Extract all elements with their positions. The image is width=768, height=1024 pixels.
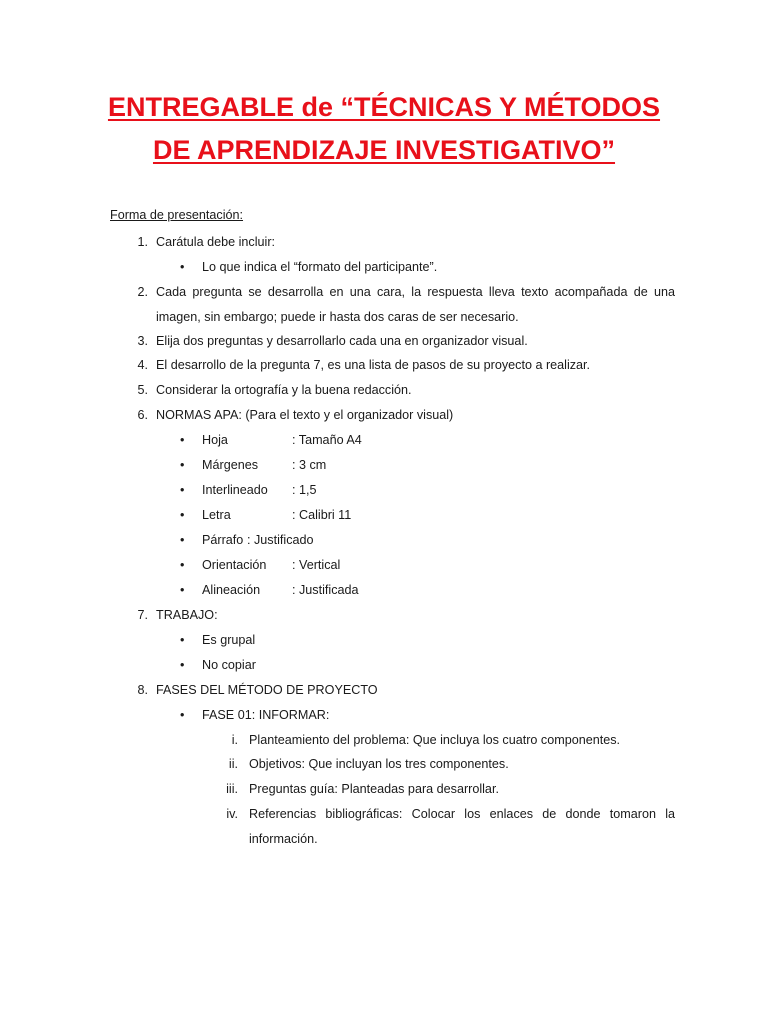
list-item-text: Considerar la ortografía y la buena redacción.	[156, 383, 412, 397]
roman-numeral: i.	[231, 733, 238, 747]
format-value: : Justificada	[292, 583, 359, 597]
format-label: Orientación	[202, 558, 267, 572]
list-item-text: No copiar	[202, 658, 256, 672]
title-line-2: DE APRENDIZAJE INVESTIGATIVO”	[152, 135, 616, 165]
bullet-icon: •	[180, 508, 185, 522]
bullet-icon: •	[180, 658, 185, 672]
list-item-text: Carátula debe incluir:	[156, 235, 276, 249]
format-value: : 1,5	[292, 483, 317, 497]
format-value: : 3 cm	[292, 458, 327, 472]
format-value: : Vertical	[292, 558, 341, 572]
roman-numeral: iv.	[226, 807, 238, 821]
list-item-text: FASES DEL MÉTODO DE PROYECTO	[156, 683, 378, 697]
format-value: : Tamaño A4	[292, 433, 362, 447]
list-item-text: FASE 01: INFORMAR:	[202, 708, 330, 722]
list-number: 5.	[137, 383, 148, 397]
title-line-1: ENTREGABLE de “TÉCNICAS Y MÉTODOS	[107, 92, 661, 122]
list-item-text: TRABAJO:	[156, 608, 218, 622]
list-number: 7.	[137, 608, 148, 622]
format-label: Párrafo	[202, 533, 244, 547]
format-label: Letra	[202, 508, 231, 522]
bullet-icon: •	[180, 633, 185, 647]
format-label: Márgenes	[202, 458, 259, 472]
list-number: 3.	[137, 334, 148, 348]
format-label: Hoja	[202, 433, 228, 447]
document-title	[60, 86, 708, 172]
bullet-icon: •	[180, 433, 185, 447]
bullet-icon: •	[180, 458, 185, 472]
format-value: : Calibri 11	[292, 508, 352, 522]
roman-numeral: ii.	[228, 757, 238, 771]
list-item-text: Planteamiento del problema: Que incluya los cuatro componentes.	[249, 733, 621, 747]
list-item-text: Lo que indica el “formato del participante”.	[202, 260, 438, 274]
format-label: Alineación	[202, 583, 261, 597]
bullet-icon: •	[180, 260, 185, 274]
list-item-text: Cada pregunta se desarrolla en una cara, la respuesta lleva texto acompañada de una	[156, 285, 675, 299]
bullet-icon: •	[180, 483, 185, 497]
list-item-text: Objetivos: Que incluyan los tres componentes.	[249, 757, 509, 771]
list-item-text: Elija dos preguntas y desarrollarlo cada una en organizador visual.	[156, 334, 528, 348]
list-item-text: Referencias bibliográficas: Colocar los enlaces de donde tomaron la	[249, 807, 675, 821]
bullet-icon: •	[180, 558, 185, 572]
bullet-icon: •	[180, 533, 185, 547]
list-number: 2.	[137, 285, 148, 299]
roman-numeral: iii.	[226, 782, 238, 796]
list-number: 1.	[137, 235, 148, 249]
bullet-icon: •	[180, 708, 185, 722]
list-item-text: NORMAS APA: (Para el texto y el organizador visual)	[156, 408, 454, 422]
list-item-text: Es grupal	[202, 633, 256, 647]
list-number: 6.	[137, 408, 148, 422]
list-item-text: imagen, sin embargo; puede ir hasta dos caras de ser necesario.	[156, 310, 519, 324]
list-number: 8.	[137, 683, 148, 697]
list-number: 4.	[137, 358, 148, 372]
list-item-text: Preguntas guía: Planteadas para desarrollar.	[249, 782, 499, 796]
list-item-text: información.	[249, 832, 318, 846]
bullet-icon: •	[180, 583, 185, 597]
format-label: Interlineado	[202, 483, 268, 497]
list-item-text: El desarrollo de la pregunta 7, es una lista de pasos de su proyecto a realizar.	[156, 358, 591, 372]
format-value: : Justificado	[247, 533, 314, 547]
section-heading: Forma de presentación:	[110, 208, 244, 222]
